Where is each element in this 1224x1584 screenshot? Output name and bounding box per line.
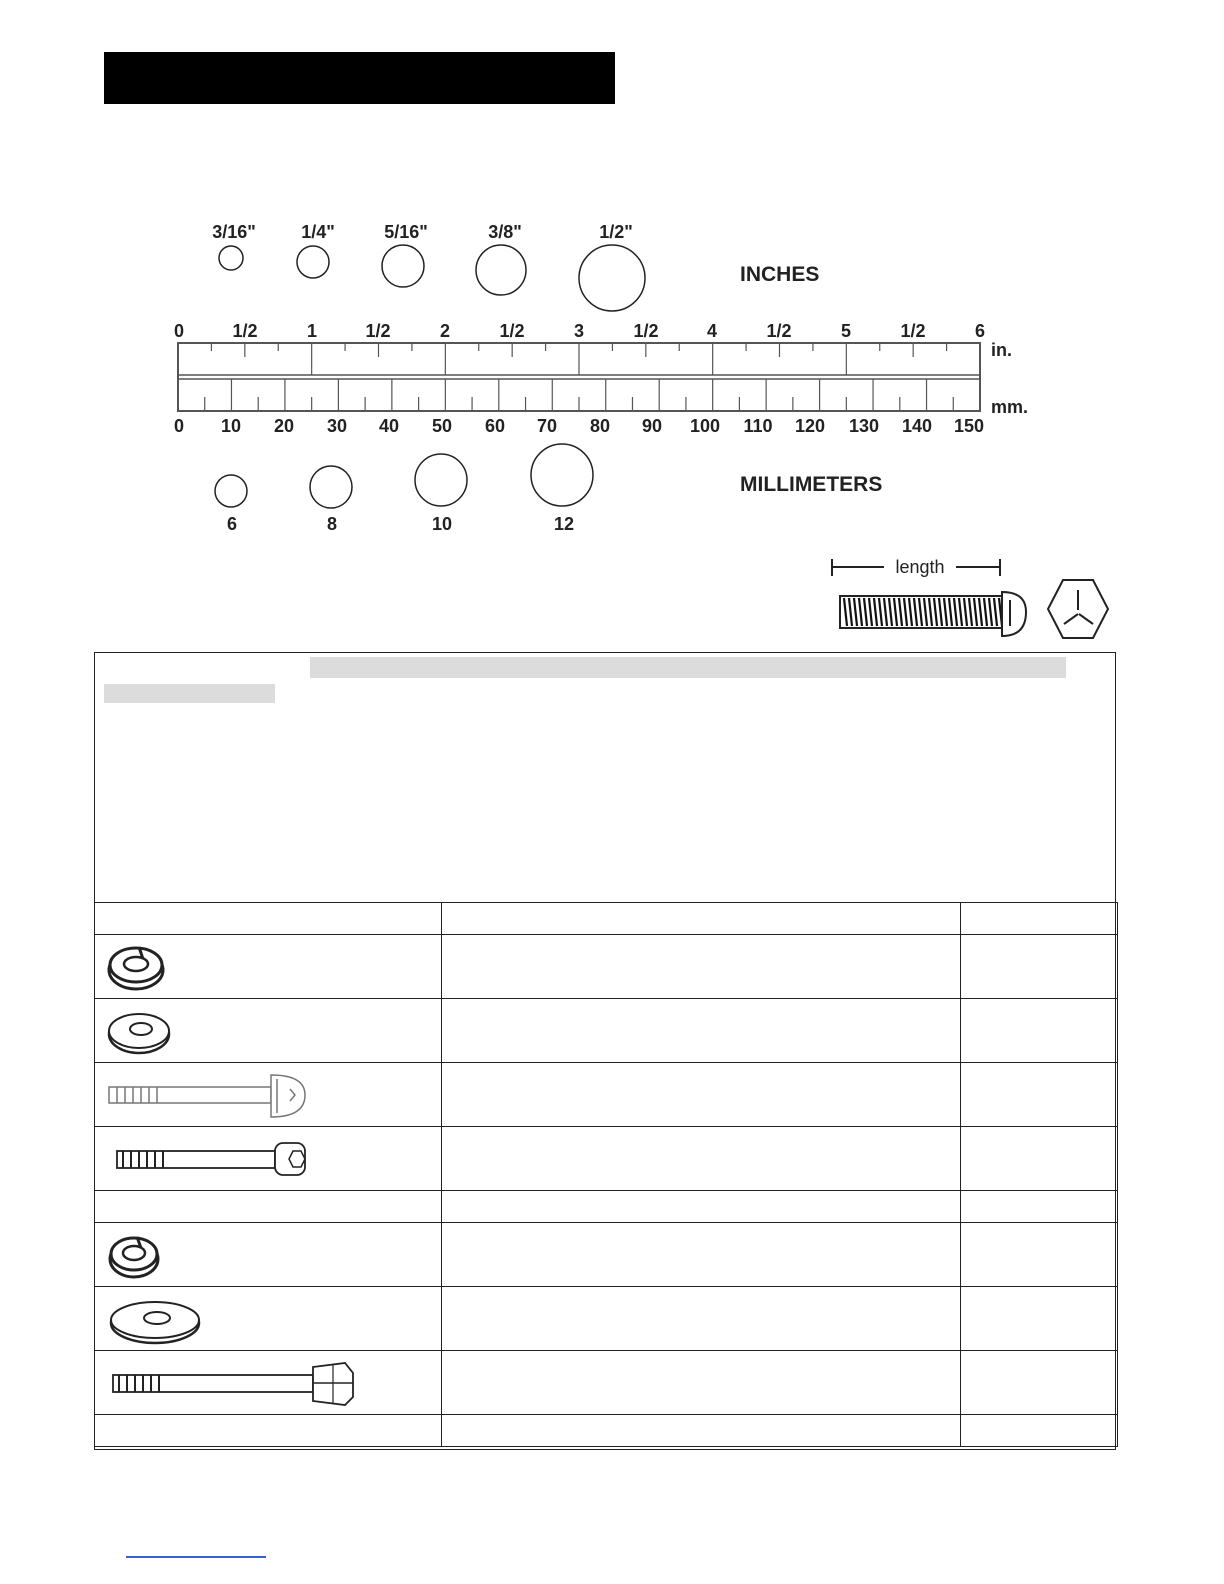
mm-tick-label: 130	[848, 416, 880, 436]
inch-circle	[579, 245, 645, 311]
lock-washer-icon	[95, 937, 175, 997]
mm-tick-label: 140	[901, 416, 933, 436]
inch-size-label: 3/8"	[488, 222, 522, 242]
inch-circle	[297, 246, 329, 278]
inch-tick-label: 1	[306, 321, 318, 341]
mm-circle	[415, 454, 467, 506]
table-row	[95, 999, 1118, 1063]
mm-tick-label: 70	[536, 416, 558, 436]
inch-circle	[382, 245, 424, 287]
table-cell	[961, 1415, 1118, 1447]
mm-tick-label: 40	[378, 416, 400, 436]
table-row	[95, 935, 1118, 999]
table-cell	[961, 1063, 1118, 1127]
table-row	[95, 1223, 1118, 1287]
table-cell	[442, 999, 961, 1063]
inch-tick-label: 0	[173, 321, 185, 341]
table-section-row	[95, 1415, 1118, 1447]
inches-label: INCHES	[740, 263, 820, 286]
table-cell	[95, 1127, 442, 1191]
table-cell	[961, 935, 1118, 999]
inch-unit-label: in.	[991, 340, 1012, 360]
table-cell	[95, 1063, 442, 1127]
mm-size-label: 6	[226, 514, 238, 534]
inch-size-label: 5/16"	[384, 222, 428, 242]
table-cell	[442, 1351, 961, 1415]
table-cell	[961, 999, 1118, 1063]
table-row	[95, 1063, 1118, 1127]
mm-circle	[310, 466, 352, 508]
table-cell	[961, 1223, 1118, 1287]
table-cell	[95, 935, 442, 999]
table-section-row	[95, 1191, 1118, 1223]
inch-circle	[476, 245, 526, 295]
inch-tick-label: 1/2	[633, 321, 659, 341]
hardware-size-gauge	[0, 0, 1224, 650]
inch-size-label: 3/16"	[212, 222, 256, 242]
inch-size-label: 1/2"	[599, 222, 633, 242]
table-header-row	[95, 903, 1118, 935]
bolt-icon	[840, 592, 1026, 636]
table-cell	[442, 1223, 961, 1287]
table-cell	[95, 1223, 442, 1287]
socket-cap-screw-icon	[95, 1129, 315, 1189]
inch-tick-label: 1/2	[232, 321, 258, 341]
mm-tick-label: 80	[589, 416, 611, 436]
mm-tick-label: 20	[273, 416, 295, 436]
table-cell	[442, 903, 961, 935]
table-cell	[95, 1351, 442, 1415]
hex-head-icon	[1048, 580, 1108, 638]
table-cell	[95, 1191, 442, 1223]
flat-washer-icon	[95, 1289, 215, 1349]
mm-tick-label: 90	[641, 416, 663, 436]
inch-tick-label: 5	[840, 321, 852, 341]
redacted-subheading-bar	[104, 684, 275, 703]
length-label: length	[895, 557, 945, 577]
footer-link-underline[interactable]	[126, 1556, 266, 1558]
table-cell	[95, 1287, 442, 1351]
parts-table	[94, 902, 1118, 1447]
mm-tick-label: 50	[431, 416, 453, 436]
mm-tick-label: 120	[794, 416, 826, 436]
table-cell	[442, 1287, 961, 1351]
mm-circle	[531, 444, 593, 506]
table-row	[95, 1127, 1118, 1191]
inch-circle	[219, 246, 243, 270]
mm-tick-label: 0	[173, 416, 185, 436]
redacted-heading-bar	[310, 657, 1066, 678]
inch-size-label: 1/4"	[301, 222, 335, 242]
mm-tick-label: 100	[689, 416, 721, 436]
table-cell	[442, 1063, 961, 1127]
inch-tick-label: 6	[974, 321, 986, 341]
mm-size-circles	[215, 444, 593, 508]
table-cell	[961, 1127, 1118, 1191]
lock-washer-icon	[95, 1225, 175, 1285]
mm-size-label: 8	[326, 514, 338, 534]
mm-circle	[215, 475, 247, 507]
table-row	[95, 1351, 1118, 1415]
table-cell	[961, 1191, 1118, 1223]
mm-tick-label: 10	[220, 416, 242, 436]
mm-tick-label: 60	[484, 416, 506, 436]
table-cell	[442, 1127, 961, 1191]
table-cell	[961, 1351, 1118, 1415]
table-cell	[95, 903, 442, 935]
inch-tick-label: 3	[573, 321, 585, 341]
table-cell	[961, 1287, 1118, 1351]
table-cell	[442, 1191, 961, 1223]
table-cell	[95, 999, 442, 1063]
inch-tick-label: 4	[706, 321, 718, 341]
inch-size-circles	[219, 245, 645, 311]
table-cell	[95, 1415, 442, 1447]
mm-size-label: 10	[431, 514, 453, 534]
phillips-screw-icon	[95, 1065, 315, 1125]
ruler	[178, 343, 980, 411]
flat-washer-icon	[95, 1001, 185, 1061]
mm-tick-label: 150	[953, 416, 985, 436]
hex-bolt-icon	[95, 1353, 365, 1413]
table-cell	[442, 935, 961, 999]
table-row	[95, 1287, 1118, 1351]
inch-tick-label: 1/2	[499, 321, 525, 341]
mm-size-label: 12	[553, 514, 575, 534]
inch-tick-label: 1/2	[365, 321, 391, 341]
inch-tick-label: 1/2	[900, 321, 926, 341]
inch-tick-label: 2	[439, 321, 451, 341]
table-cell	[961, 903, 1118, 935]
mm-tick-label: 30	[326, 416, 348, 436]
mm-tick-label: 110	[743, 416, 773, 436]
table-cell	[442, 1415, 961, 1447]
mm-unit-label: mm.	[991, 397, 1029, 417]
inch-tick-label: 1/2	[766, 321, 792, 341]
bolt-length-diagram	[832, 557, 1108, 638]
millimeters-label: MILLIMETERS	[740, 473, 883, 496]
